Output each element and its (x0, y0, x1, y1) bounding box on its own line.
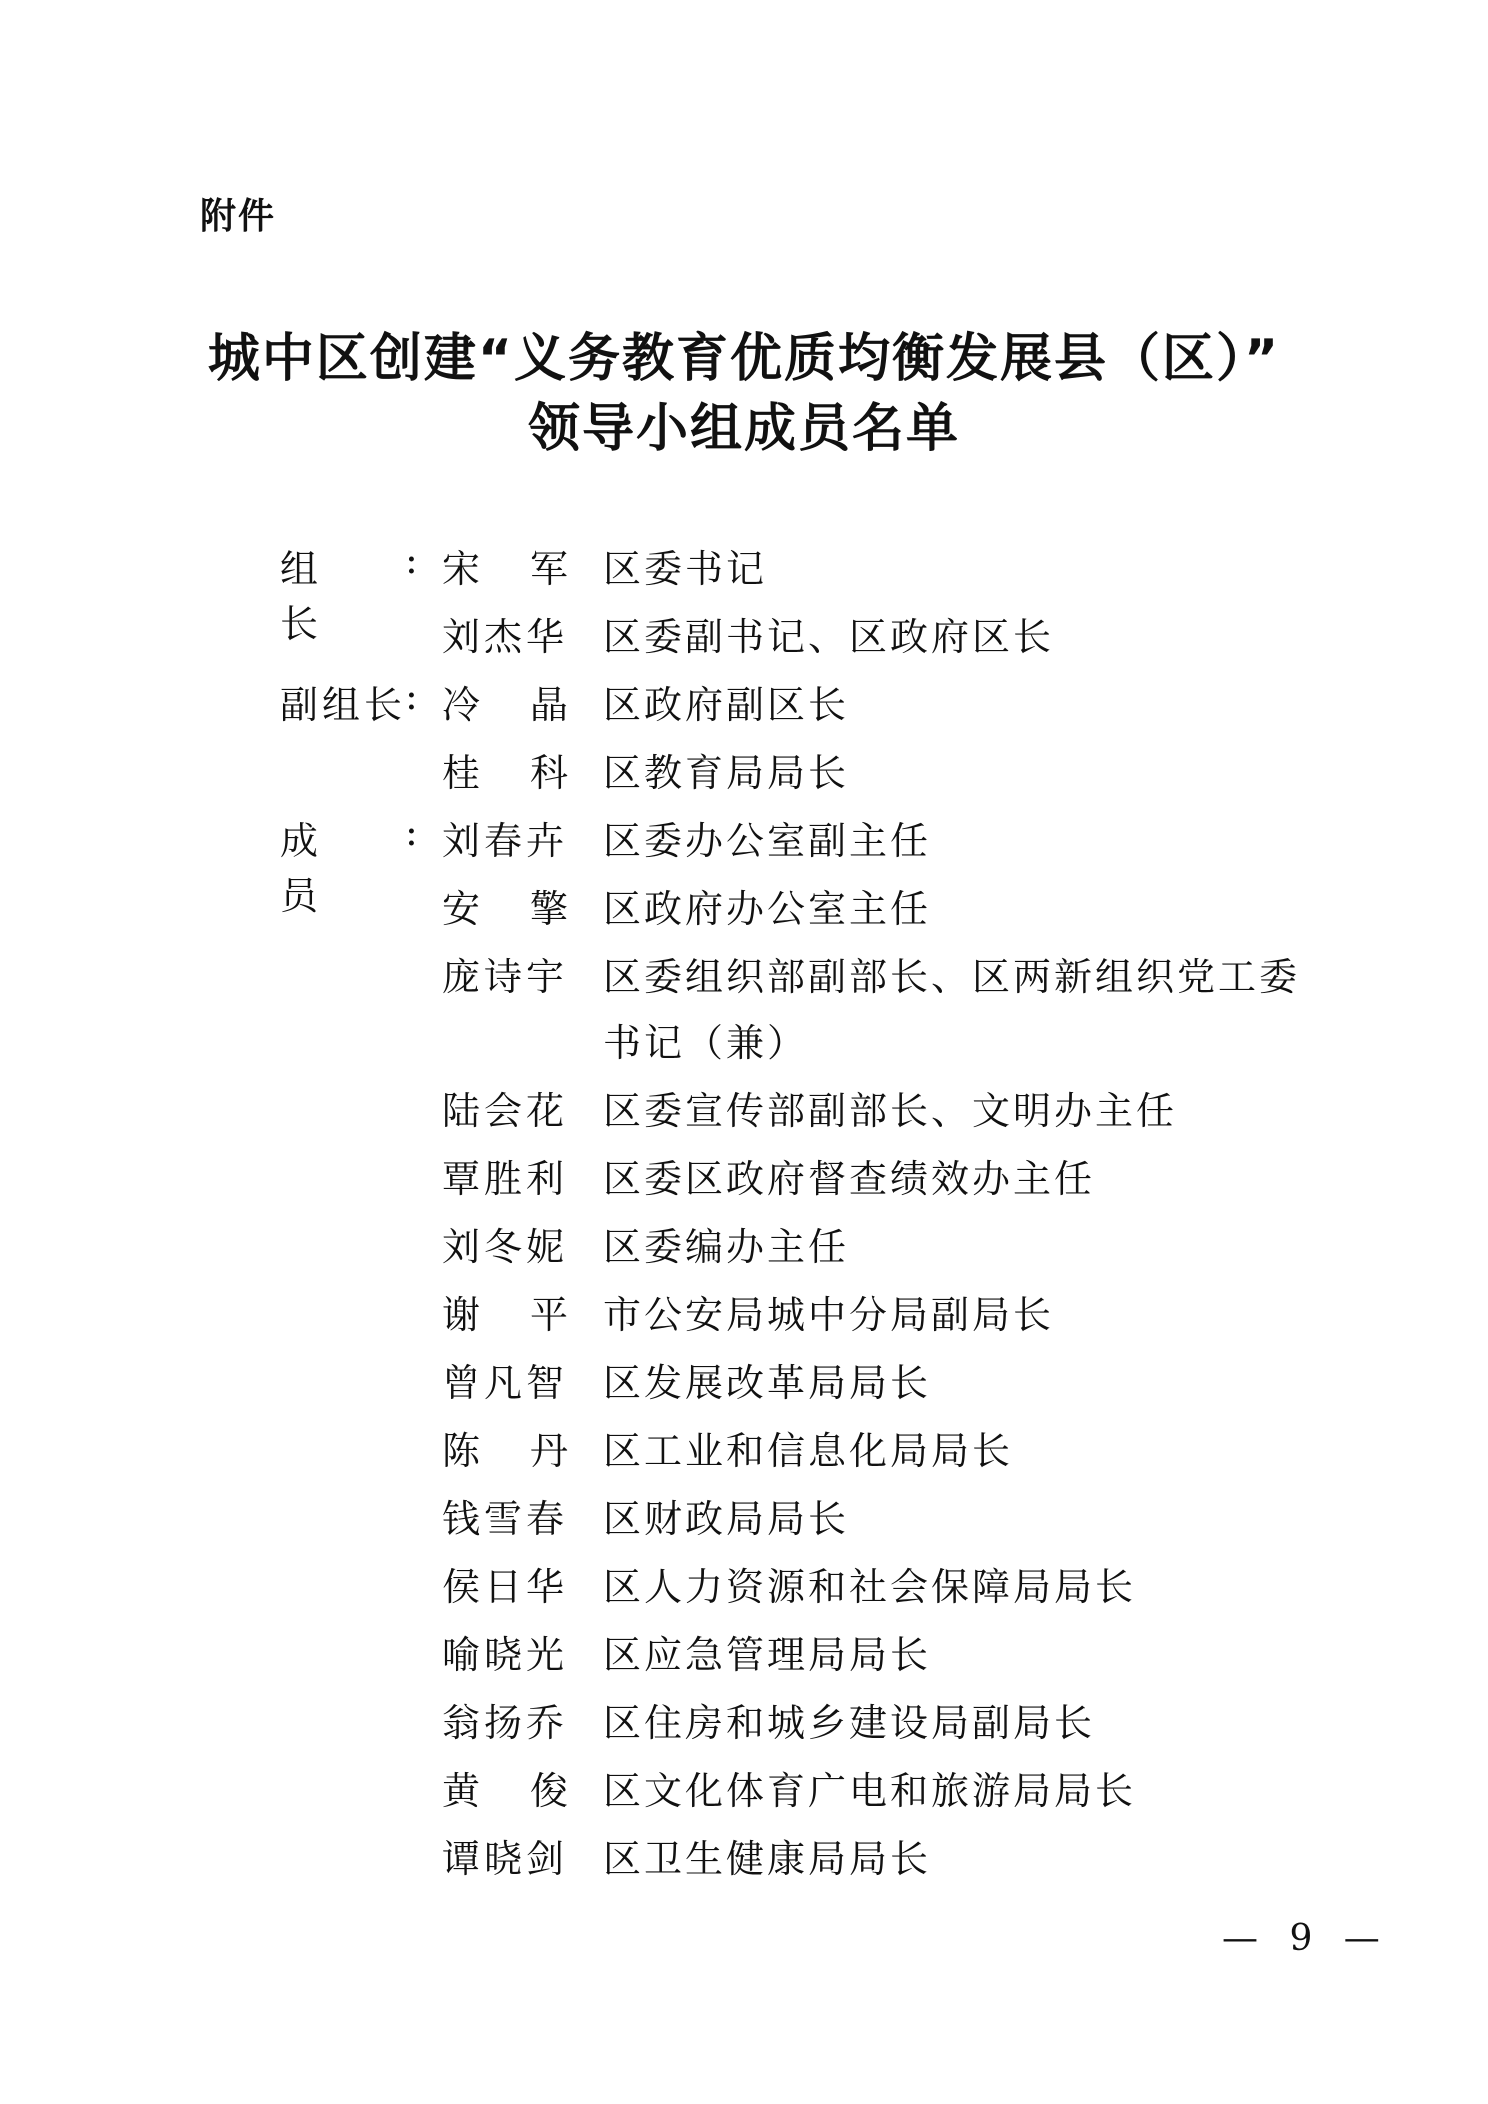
member-position: 区文化体育广电和旅游局局长 (603, 1769, 1137, 1813)
role-colon: : (405, 810, 418, 854)
member-position: 市公安局城中分局副局长 (603, 1293, 1055, 1337)
member-position: 区委办公室副主任 (603, 819, 932, 863)
member-position: 区委组织部副部长、区两新组织党工委 (603, 955, 1301, 999)
member-position: 区工业和信息化局局长 (603, 1429, 1014, 1473)
member-name: 谢平 (442, 1293, 619, 1337)
member-name: 谭晓剑 (442, 1837, 569, 1881)
roster-row (0, 870, 1488, 938)
member-name: 黄俊 (442, 1769, 619, 1813)
member-name: 覃胜利 (442, 1157, 569, 1201)
member-name: 冷晶 (442, 683, 619, 727)
role-label: 成员 (280, 819, 355, 918)
member-name: 刘杰华 (442, 615, 569, 659)
member-name: 喻晓光 (442, 1633, 569, 1677)
member-position-continuation: 书记（兼） (603, 1021, 809, 1065)
roster-row (0, 598, 1488, 666)
member-position: 区政府副区长 (603, 683, 850, 727)
attachment-label: 附件 (200, 196, 277, 237)
roster-row (0, 938, 1488, 1004)
member-position: 区财政局局长 (603, 1497, 850, 1541)
member-name: 桂科 (442, 751, 619, 795)
member-name: 陈丹 (442, 1429, 619, 1473)
member-name: 钱雪春 (442, 1497, 569, 1541)
roster-row (0, 1480, 1488, 1548)
roster-row (0, 1276, 1488, 1344)
document-title-line-1: 城中区创建“义务教育优质均衡发展县（区）” (207, 329, 1281, 389)
member-name: 庞诗宇 (442, 955, 569, 999)
role-label: 副组长 (280, 683, 407, 727)
roster-row (0, 1820, 1488, 1888)
member-position: 区住房和城乡建设局副局长 (603, 1701, 1096, 1745)
roster-row (0, 734, 1488, 802)
roster-row (0, 1140, 1488, 1208)
role-colon: : (405, 538, 418, 582)
member-position: 区应急管理局局长 (603, 1633, 932, 1677)
member-position: 区委宣传部副部长、文明办主任 (603, 1089, 1178, 1133)
roster-row (0, 1616, 1488, 1684)
member-position: 区人力资源和社会保障局局长 (603, 1565, 1137, 1609)
member-position: 区卫生健康局局长 (603, 1837, 932, 1881)
roster-row (0, 1548, 1488, 1616)
roster-row-continuation (0, 1004, 1488, 1072)
member-position: 区发展改革局局长 (603, 1361, 932, 1405)
roster-row (0, 1344, 1488, 1412)
member-position: 区委编办主任 (603, 1225, 850, 1269)
member-position: 区委书记 (603, 547, 768, 591)
roster-row (0, 1684, 1488, 1752)
member-position: 区委副书记、区政府区长 (603, 615, 1055, 659)
roster-row (0, 1072, 1488, 1140)
member-name: 宋军 (442, 547, 619, 591)
document-title-line-2: 领导小组成员名单 (527, 399, 960, 459)
role-label: 组长 (280, 547, 355, 646)
member-roster (0, 530, 1488, 1888)
member-position: 区政府办公室主任 (603, 887, 932, 931)
roster-row (0, 666, 1488, 734)
roster-row (0, 1208, 1488, 1276)
member-name: 刘春卉 (442, 819, 569, 863)
member-name: 陆会花 (442, 1089, 569, 1133)
member-position: 区教育局局长 (603, 751, 850, 795)
member-name: 翁扬乔 (442, 1701, 569, 1745)
roster-row (0, 1752, 1488, 1820)
member-name: 曾凡智 (442, 1361, 569, 1405)
member-position: 区委区政府督查绩效办主任 (603, 1157, 1096, 1201)
member-name: 安擎 (442, 887, 619, 931)
roster-row (0, 1412, 1488, 1480)
role-colon: : (405, 674, 418, 718)
member-name: 刘冬妮 (442, 1225, 569, 1269)
member-name: 侯日华 (442, 1565, 569, 1609)
page-number: — 9 — (1222, 1918, 1390, 1959)
